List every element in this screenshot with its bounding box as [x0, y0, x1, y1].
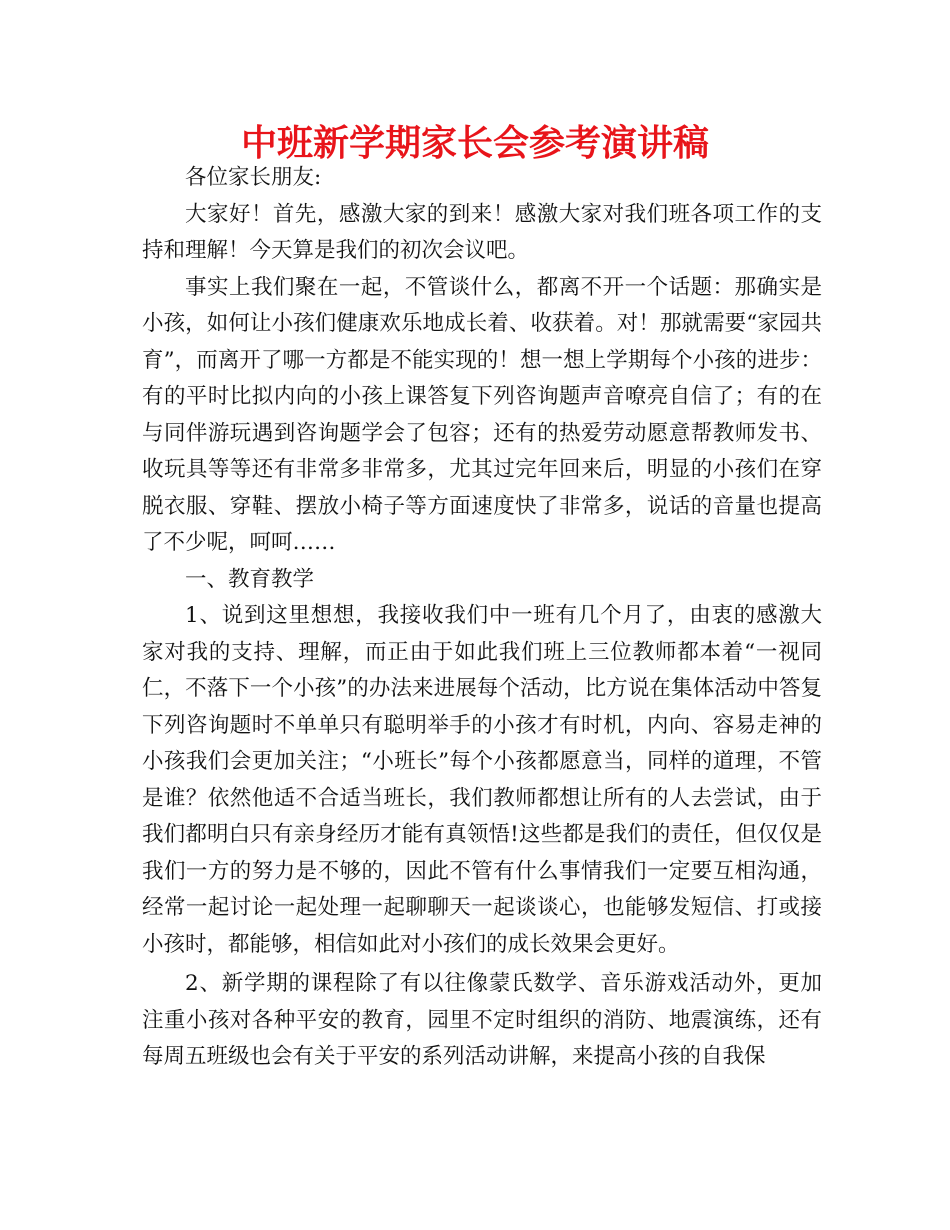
document-title: 中班新学期家长会参考演讲稿 — [240, 123, 709, 164]
greeting-paragraph: 各位家长朋友: — [185, 165, 322, 190]
document-body — [142, 160, 822, 1076]
section-heading: 一、教育教学 — [185, 566, 315, 592]
body-paragraph: 1、说到这里想想，我接收我们中一班有几个月了，由衷的感激大家对我的支持、理解，而正由于如此我们班上三位教师都本着“一视同仁，不落下一个小孩”的办法来进展每个活动，比方说在集体活动中答复下列咨询题时不单单只有聪明举手的小孩才有时机，内向、容易走神的小孩我们会更加关注；“小班长”每个小孩都愿意当，同样的道理，不管是谁？依然他适不合适当班长，我们教师都想让所有的人去尝试，由于我们都明白只有亲身经历才能有真领悟!这些都是我们的责任，但仅仅是我们一方的努力是不够的，因此不管有什么事情我们一定要互相沟通，经常一起讨论一起处理一起聊聊天一起谈谈心，也能够发短信、打或接小孩时，都能够，相信如此对小孩们的成长效果会更好。 — [142, 603, 822, 957]
body-paragraph: 大家好！首先，感激大家的到来！感激大家对我们班各项工作的支持和理解！今天算是我们的初次会议吧。 — [142, 201, 822, 263]
body-paragraph: 事实上我们聚在一起，不管谈什么，都离不开一个话题：那确实是小孩，如何让小孩们健康欢乐地成长着、收获着。对！那就需要“家园共育”，而离开了哪一方都是不能实现的！想一想上学期每个小孩的进步：有的平时比拟内向的小孩上课答复下列咨询题声音嘹亮自信了；有的在与同伴游玩遇到咨询题学会了包容；还有的热爱劳动愿意帮教师发书、收玩具等等还有非常多非常多，尤其过完年回来后，明显的小孩们在穿脱衣服、穿鞋、摆放小椅子等方面速度快了非常多，说话的音量也提高了不少呢，呵呵…… — [142, 274, 822, 555]
body-paragraph: 2、新学期的课程除了有以往像蒙氏数学、音乐游戏活动外，更加注重小孩对各种平安的教育，园里不定时组织的消防、地震演练，还有每周五班级也会有关于平安的系列活动讲解，来提高小孩的自我保 — [142, 971, 822, 1069]
